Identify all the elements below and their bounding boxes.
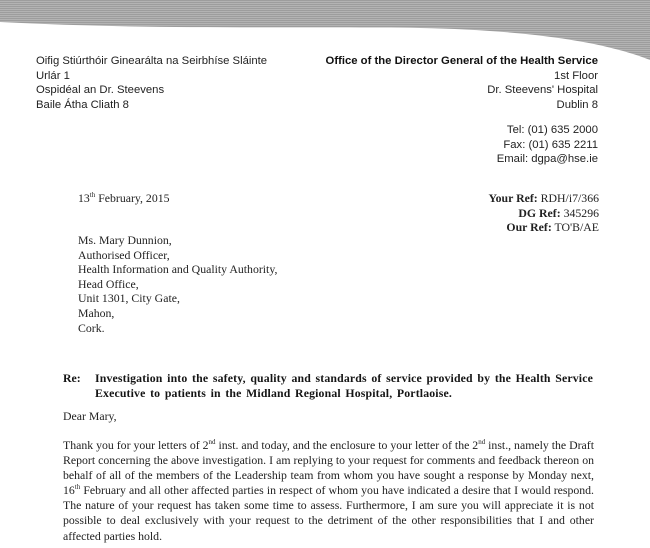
irish-address-line: Ospidéal an Dr. Steevens bbox=[36, 84, 165, 96]
our-ref bbox=[488, 220, 599, 235]
date-day: 13 bbox=[78, 191, 90, 205]
body-text: Thank you for your letters of 2 bbox=[63, 438, 209, 452]
telephone-number: Tel: (01) 635 2000 bbox=[506, 124, 598, 136]
fax-number: Fax: (01) 635 2211 bbox=[503, 138, 598, 151]
english-address-line: Dublin 8 bbox=[556, 98, 598, 111]
subject-label: Re: bbox=[63, 371, 81, 385]
irish-address-line: Baile Átha Cliath 8 bbox=[36, 98, 129, 111]
irish-address-line: Urlár 1 bbox=[36, 69, 70, 82]
ref-label: Our Ref: bbox=[506, 220, 552, 234]
ref-label: DG Ref: bbox=[518, 205, 561, 220]
letterhead-banner bbox=[0, 0, 650, 60]
dg-ref bbox=[488, 206, 599, 221]
subject-block bbox=[63, 371, 593, 400]
recipient-line: Ms. Mary Dunnion, bbox=[78, 233, 172, 247]
ordinal-suffix: th bbox=[74, 483, 81, 492]
recipient-line: Head Office, bbox=[78, 276, 139, 291]
irish-address-line: Oifig Stiúrthóir Ginearálta na Seirbhíse Sláinte bbox=[36, 55, 268, 67]
english-address-line: Dr. Steevens' Hospital bbox=[487, 84, 598, 96]
date-day-suffix: th bbox=[89, 191, 96, 200]
office-title: Office of the Director General of the Health Service bbox=[325, 55, 598, 67]
references-block bbox=[488, 191, 599, 235]
ordinal-suffix: nd bbox=[478, 438, 486, 447]
ref-value: 345296 bbox=[560, 205, 599, 220]
contact-block bbox=[497, 123, 598, 167]
letter-date bbox=[78, 191, 170, 206]
recipient-line: Cork. bbox=[78, 320, 105, 335]
salutation: Dear Mary, bbox=[63, 409, 117, 423]
ordinal-suffix: nd bbox=[208, 438, 216, 447]
body-text: inst. and today, and the enclosure to your letter of the 2 bbox=[215, 438, 479, 452]
body-text: inst., namely the Draft Report concerning the above investigation. I am replying to your request for comments and feedback thereon on behalf of all of the members of the Leadership team from whom you have sought a response by Monday next, 16 bbox=[63, 438, 594, 498]
ref-label: Your Ref: bbox=[488, 191, 538, 205]
body-paragraph bbox=[63, 438, 594, 544]
recipient-line: Mahon, bbox=[78, 305, 115, 320]
banner-swoosh-shape bbox=[0, 0, 650, 60]
recipient-line: Health Information and Quality Authority, bbox=[78, 262, 278, 277]
email-address[interactable]: Email: dgpa@hse.ie bbox=[496, 153, 598, 165]
english-address-block bbox=[326, 54, 598, 112]
ref-value: RDH/i7/366 bbox=[537, 191, 599, 205]
recipient-line: Authorised Officer, bbox=[78, 247, 170, 262]
english-address-line: 1st Floor bbox=[554, 69, 598, 82]
recipient-line: Unit 1301, City Gate, bbox=[78, 291, 180, 306]
body-text: February and all other affected parties in respect of whom you have indicated a desire that I would respond. The nature of your request has taken some time to assess. Furthermore, I am sure you will appreciate it is not possible to deal exclusively with your request to the detriment of the other responsibilities that I and other affected parties hold. bbox=[63, 483, 594, 543]
irish-address-block bbox=[36, 54, 267, 112]
date-rest: February, 2015 bbox=[95, 191, 170, 205]
recipient-address-block bbox=[78, 233, 277, 335]
ref-value: TO'B/AE bbox=[551, 220, 599, 234]
subject-text: Investigation into the safety, quality and standards of service provided by the Health Service Executive to patients in the Midland Regional Hospital, Portlaoise. bbox=[95, 371, 593, 400]
your-ref bbox=[488, 191, 599, 206]
